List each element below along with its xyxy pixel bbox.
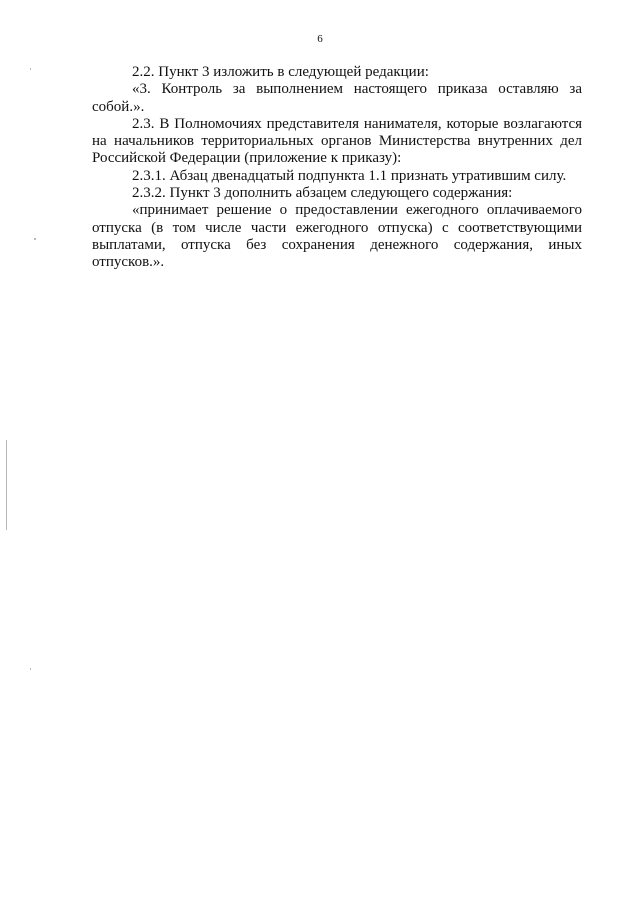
paragraph-2-3-1: 2.3.1. Абзац двенадцатый подпункта 1.1 признать утратившим силу. bbox=[132, 167, 567, 184]
paragraph-2-2: 2.2. Пункт 3 изложить в следующей редакции: bbox=[132, 64, 429, 80]
scan-artifact bbox=[34, 238, 36, 240]
paragraph-quote-control: «3. Контроль за выполнением настоящего приказа оставляю за собой.». bbox=[92, 81, 582, 115]
paragraph-2-3-2: 2.3.2. Пункт 3 дополнить абзацем следующего содержания: bbox=[132, 185, 513, 202]
paragraph-2-3: 2.3. В Полномочиях представителя нанимателя, которые возлагаются на начальников территориальных органов Министерства внутренних дел Российской Федерации (приложение к приказу): bbox=[92, 115, 582, 167]
document-body bbox=[92, 64, 582, 272]
scan-artifact bbox=[6, 440, 7, 530]
page-number: 6 bbox=[317, 33, 323, 45]
scan-artifact bbox=[30, 668, 31, 670]
scan-artifact bbox=[30, 68, 31, 70]
paragraph-quote-decision: «принимает решение о предоставлении ежегодного оплачиваемого отпуска (в том числе части ежегодного отпуска) с соответствующими выплатами, отпуска без сохранения денежного содержания, иных отпусков.». bbox=[92, 202, 582, 271]
